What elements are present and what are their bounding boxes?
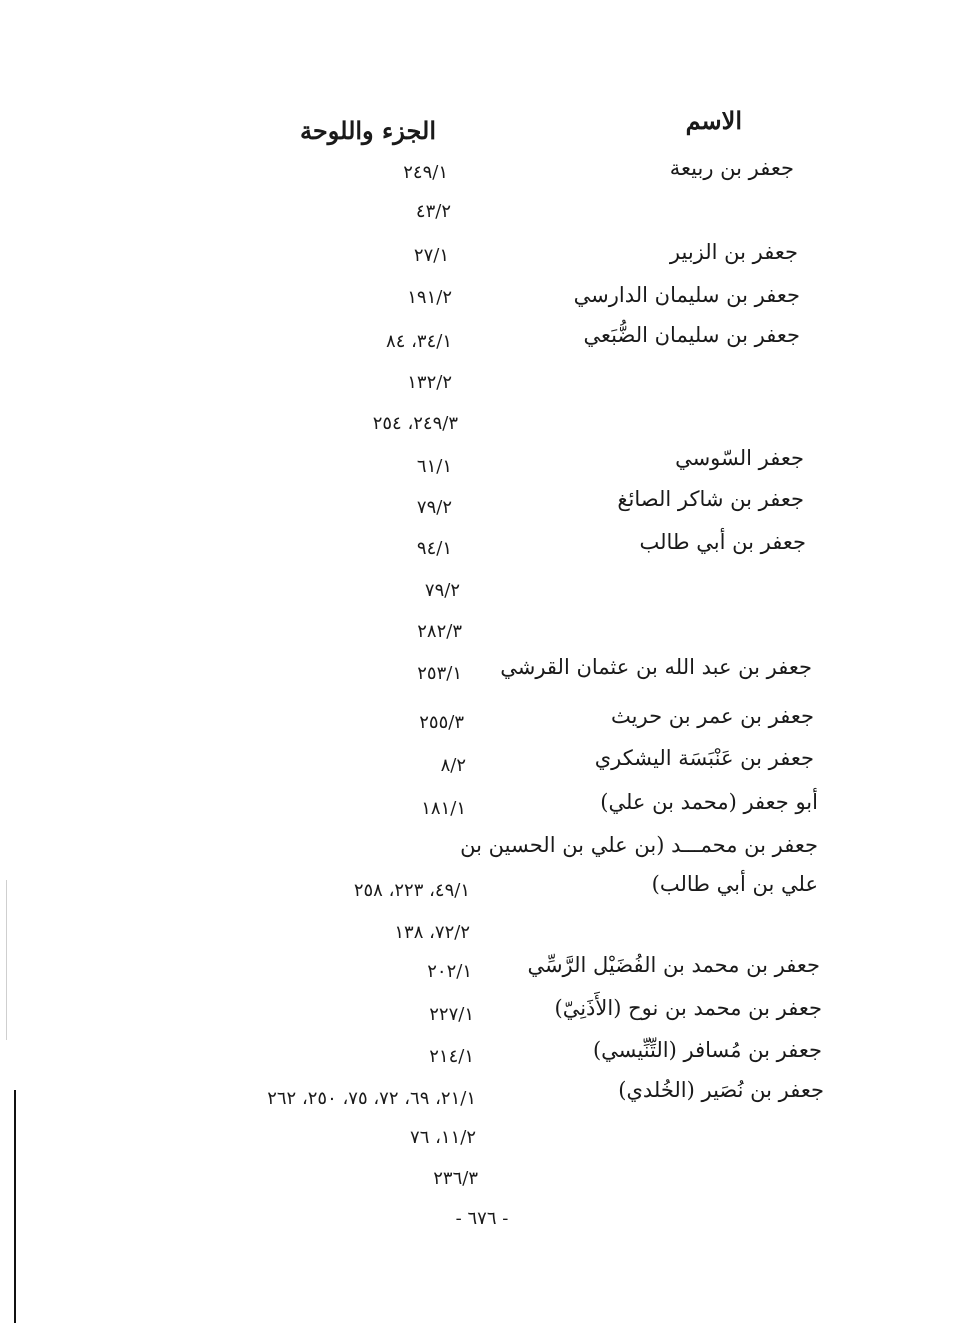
table-row (0, 530, 964, 560)
entry-ref: ٤٩/١، ٢٢٣، ٢٥٨ (353, 880, 470, 901)
scan-margin-line (14, 1090, 16, 1323)
table-row (0, 323, 964, 353)
entry-ref: ٩٤/١ (416, 538, 452, 559)
table-row (0, 746, 964, 776)
table-row (0, 1078, 964, 1108)
entry-ref: ١٨١/١ (421, 798, 466, 819)
table-row (0, 872, 964, 902)
entry-name: جعفر بن مُسافر (التِّنِّيسي) (592, 1038, 822, 1062)
entry-name: جعفر بن أبي طالب (639, 530, 806, 554)
table-row (0, 953, 964, 983)
table-row (0, 446, 964, 476)
entry-name: جعفر بن محمـــد (بن علي بن الحسين بن (460, 833, 818, 857)
header-name: الاسم (685, 106, 742, 135)
entry-ref: ٦١/١ (416, 456, 452, 477)
scan-faint-line (6, 880, 7, 1040)
entry-name: جعفر بن عمر بن حريث (611, 704, 814, 728)
table-row (0, 922, 964, 952)
entry-name: جعفر بن عَنْبَسَة اليشكري (594, 746, 814, 770)
entry-name: جعفر بن الزبير (669, 240, 798, 264)
entry-ref: ٧٩/٢ (424, 580, 460, 601)
entry-ref: ٢٠٢/١ (427, 961, 472, 982)
entry-name: جعفر بن نُصَير (الخُلدي) (618, 1078, 824, 1102)
entry-ref: ٧٢/٢، ١٣٨ (394, 922, 470, 943)
entry-ref: ٢٨٢/٣ (417, 621, 462, 642)
table-row (0, 283, 964, 313)
entry-ref: ٢٢٧/١ (429, 1004, 474, 1025)
entry-name: جعفر بن محمد بن الفُضَيْل الرَّسِّي (527, 953, 820, 977)
table-row (0, 201, 964, 231)
entry-ref: ٧٩/٢ (416, 497, 452, 518)
entry-name: جعفر بن سليمان الدارسي (573, 283, 800, 307)
table-row (0, 580, 964, 610)
table-row (0, 487, 964, 517)
table-row (0, 655, 964, 685)
table-row (0, 704, 964, 734)
table-row (0, 790, 964, 820)
entry-name: جعفر بن عبد الله بن عثمان القرشي (500, 655, 812, 679)
entry-ref: ١١/٢، ٧٦ (410, 1127, 476, 1148)
page-number: - ٦٧٦ - (455, 1208, 509, 1229)
entry-ref: ٢٤٩/١ (403, 162, 448, 183)
table-row (0, 621, 964, 651)
entry-ref: ٢٧/١ (413, 245, 449, 266)
table-row (0, 1168, 964, 1198)
entry-name: جعفر بن سليمان الضُّبَعي (583, 323, 800, 347)
entry-ref: ٢٥٥/٣ (419, 712, 464, 733)
entry-ref: ٢٣٦/٣ (433, 1168, 478, 1189)
entry-ref: ٨/٢ (440, 755, 466, 776)
entry-name: جعفر بن محمد بن نوح (الأَذَنِيّ) (554, 996, 822, 1020)
table-row (0, 1038, 964, 1068)
entry-name: جعفر بن شاكر الصائغ (617, 487, 804, 511)
entry-ref: ٣٤/١، ٨٤ (386, 331, 452, 352)
table-row (0, 996, 964, 1026)
table-row (0, 156, 964, 186)
entry-ref: ٤٣/٢ (415, 201, 451, 222)
entry-ref: ١٣٢/٢ (407, 372, 452, 393)
table-row (0, 372, 964, 402)
entry-ref: ٢١/١، ٦٩، ٧٢، ٧٥، ٢٥٠، ٢٦٢ (267, 1088, 476, 1109)
entry-ref: ٢٥٣/١ (417, 663, 462, 684)
entry-name: علي بن أبي طالب) (651, 872, 818, 896)
entry-ref: ١٩١/٢ (407, 287, 452, 308)
header-ref: الجزء واللوحة (300, 116, 436, 145)
table-row (0, 413, 964, 443)
entry-name: أبو جعفر (محمد بن علي) (600, 790, 818, 814)
entry-name: جعفر بن ربيعة (669, 156, 794, 180)
entry-name: جعفر السّوسي (675, 446, 804, 470)
entry-ref: ٢١٤/١ (429, 1046, 474, 1067)
entry-ref: ٢٤٩/٣، ٢٥٤ (372, 413, 458, 434)
table-row (0, 1127, 964, 1157)
table-row (0, 833, 964, 863)
table-row (0, 240, 964, 270)
